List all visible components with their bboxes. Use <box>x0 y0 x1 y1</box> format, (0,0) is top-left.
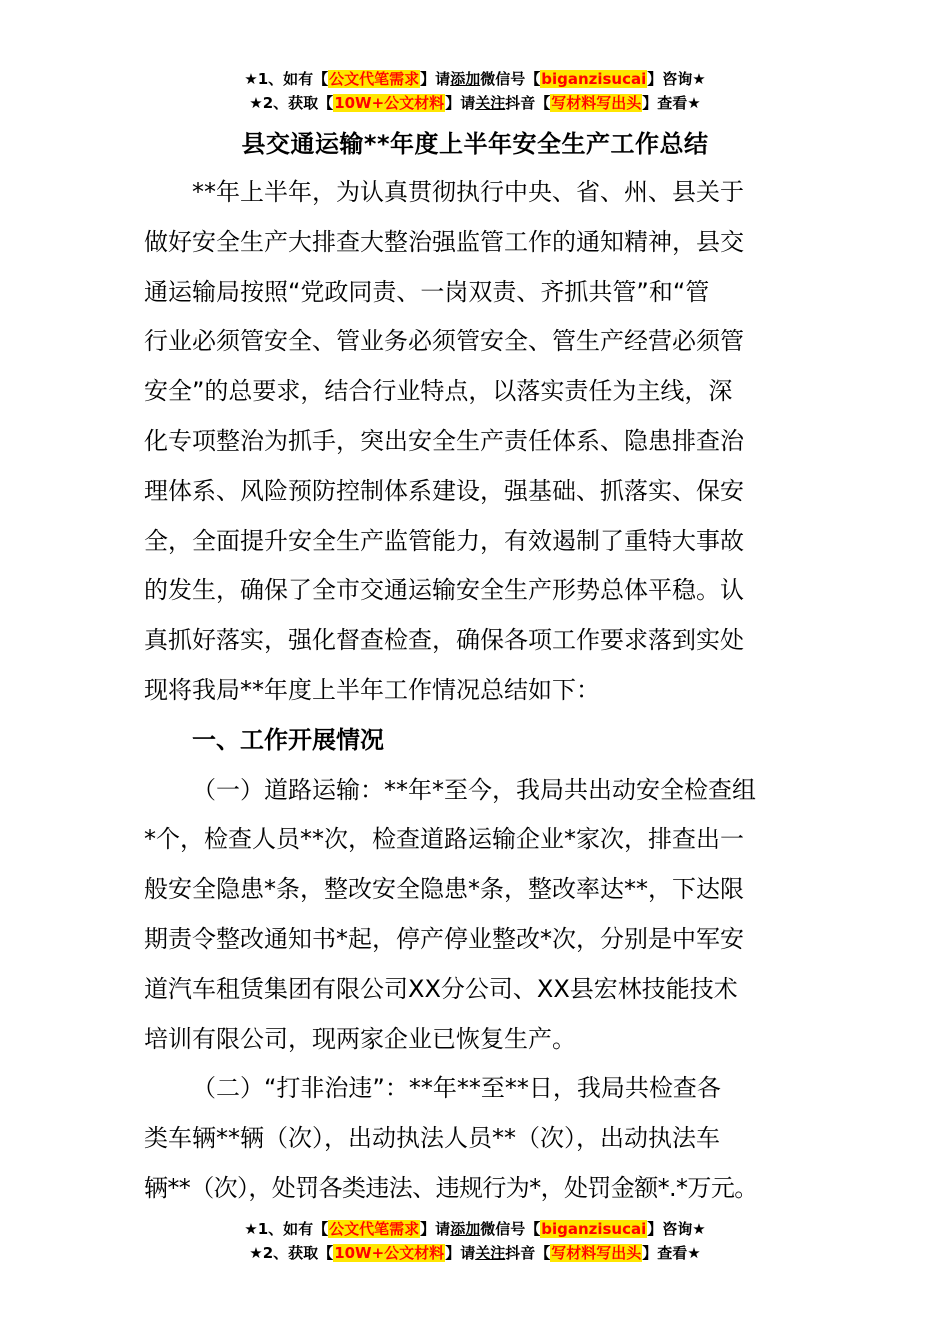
banner-text: 微信号【 <box>480 1220 541 1238</box>
text-line: 般安全隐患*条，整改安全隐患*条，整改率达**，下达限 <box>144 875 744 904</box>
section-paragraph <box>144 766 814 1065</box>
text-line: （二）“打非治违”：**年**至**日，我局共检查各 <box>192 1074 721 1103</box>
text-line: 辆**（次），处罚各类违法、违规行为*，处罚金额*.*万元。 <box>144 1173 758 1202</box>
banner-text: 】查看★ <box>642 94 701 112</box>
banner-underlined: 添加 <box>450 1220 481 1238</box>
banner-line-2 <box>0 1241 950 1265</box>
text-line: 行业必须管安全、管业务必须管安全、管生产经营必须管 <box>144 327 744 356</box>
banner-highlight: biganzisucai <box>541 1220 647 1238</box>
text-line: 化专项整治为抓手，突出安全生产责任体系、隐患排查治 <box>144 426 744 455</box>
banner-text: ★1、如有【 <box>244 1220 329 1238</box>
text-line: 做好安全生产大排查大整治强监管工作的通知精神，县交 <box>144 227 744 256</box>
text-line: 安全”的总要求，结合行业特点，以落实责任为主线，深 <box>144 377 733 406</box>
banner-highlight: 公文代笔需求 <box>329 70 420 88</box>
banner-text: 微信号【 <box>480 70 541 88</box>
document-body <box>144 168 814 1214</box>
banner-line-2 <box>0 91 950 115</box>
text-line: 类车辆**辆（次），出动执法人员**（次），出动执法车 <box>144 1124 720 1153</box>
banner-text: 】请 <box>420 70 451 88</box>
text-line: 培训有限公司，现两家企业已恢复生产。 <box>144 1024 576 1053</box>
document-title: 县交通运输**年度上半年安全生产工作总结 <box>241 130 709 158</box>
text-line: 道汽车租赁集团有限公司XX分公司、XX县宏林技能技术 <box>144 974 738 1003</box>
banner-highlight: biganzisucai <box>541 70 647 88</box>
banner-text: 】请 <box>445 94 476 112</box>
text-line: 通运输局按照“党政同责、一岗双责、齐抓共管”和“管 <box>144 277 710 306</box>
intro-paragraph <box>144 168 814 716</box>
banner-text: ★2、获取【 <box>249 1244 334 1262</box>
banner-line-1 <box>0 67 950 91</box>
banner-text: 】请 <box>420 1220 451 1238</box>
banner-underlined: 添加 <box>450 70 481 88</box>
banner-text: 】查看★ <box>642 1244 701 1262</box>
banner-highlight: 写材料写出头 <box>551 1244 642 1262</box>
banner-underlined: 关注 <box>475 1244 506 1262</box>
section-paragraph <box>144 1064 814 1213</box>
text-line: 期责令整改通知书*起，停产停业整改*次，分别是中军安 <box>144 924 744 953</box>
banner-highlight: 公文代笔需求 <box>329 1220 420 1238</box>
banner-highlight: 写材料写出头 <box>551 94 642 112</box>
text-line: *个，检查人员**次，检查道路运输企业*家次，排查出一 <box>144 825 744 854</box>
text-line: 真抓好落实，强化督查检查，确保各项工作要求落到实处 <box>144 626 744 655</box>
banner-text: 】咨询★ <box>647 1220 706 1238</box>
text-line: 理体系、风险预防控制体系建设，强基础、抓落实、保安 <box>144 476 744 505</box>
text-line: 全，全面提升安全生产监管能力，有效遏制了重特大事故 <box>144 526 744 555</box>
text-line: （一）道路运输：**年*至今，我局共出动安全检查组 <box>192 775 756 804</box>
top-banner <box>0 67 950 115</box>
text-line: 现将我局**年度上半年工作情况总结如下： <box>144 675 600 704</box>
banner-text: 抖音【 <box>505 1244 551 1262</box>
banner-line-1 <box>0 1217 950 1241</box>
text-line: 的发生，确保了全市交通运输安全生产形势总体平稳。认 <box>144 576 744 605</box>
banner-text: 】咨询★ <box>647 70 706 88</box>
banner-text: 】请 <box>445 1244 476 1262</box>
text-line: **年上半年，为认真贯彻执行中央、省、州、县关于 <box>192 178 744 206</box>
banner-text: ★2、获取【 <box>249 94 334 112</box>
banner-text: ★1、如有【 <box>244 70 329 88</box>
banner-text: 抖音【 <box>505 94 551 112</box>
banner-highlight: 10W+公文材料 <box>334 94 445 112</box>
section-heading: 一、工作开展情况 <box>192 725 384 754</box>
banner-underlined: 关注 <box>475 94 506 112</box>
bottom-banner <box>0 1217 950 1265</box>
banner-highlight: 10W+公文材料 <box>334 1244 445 1262</box>
